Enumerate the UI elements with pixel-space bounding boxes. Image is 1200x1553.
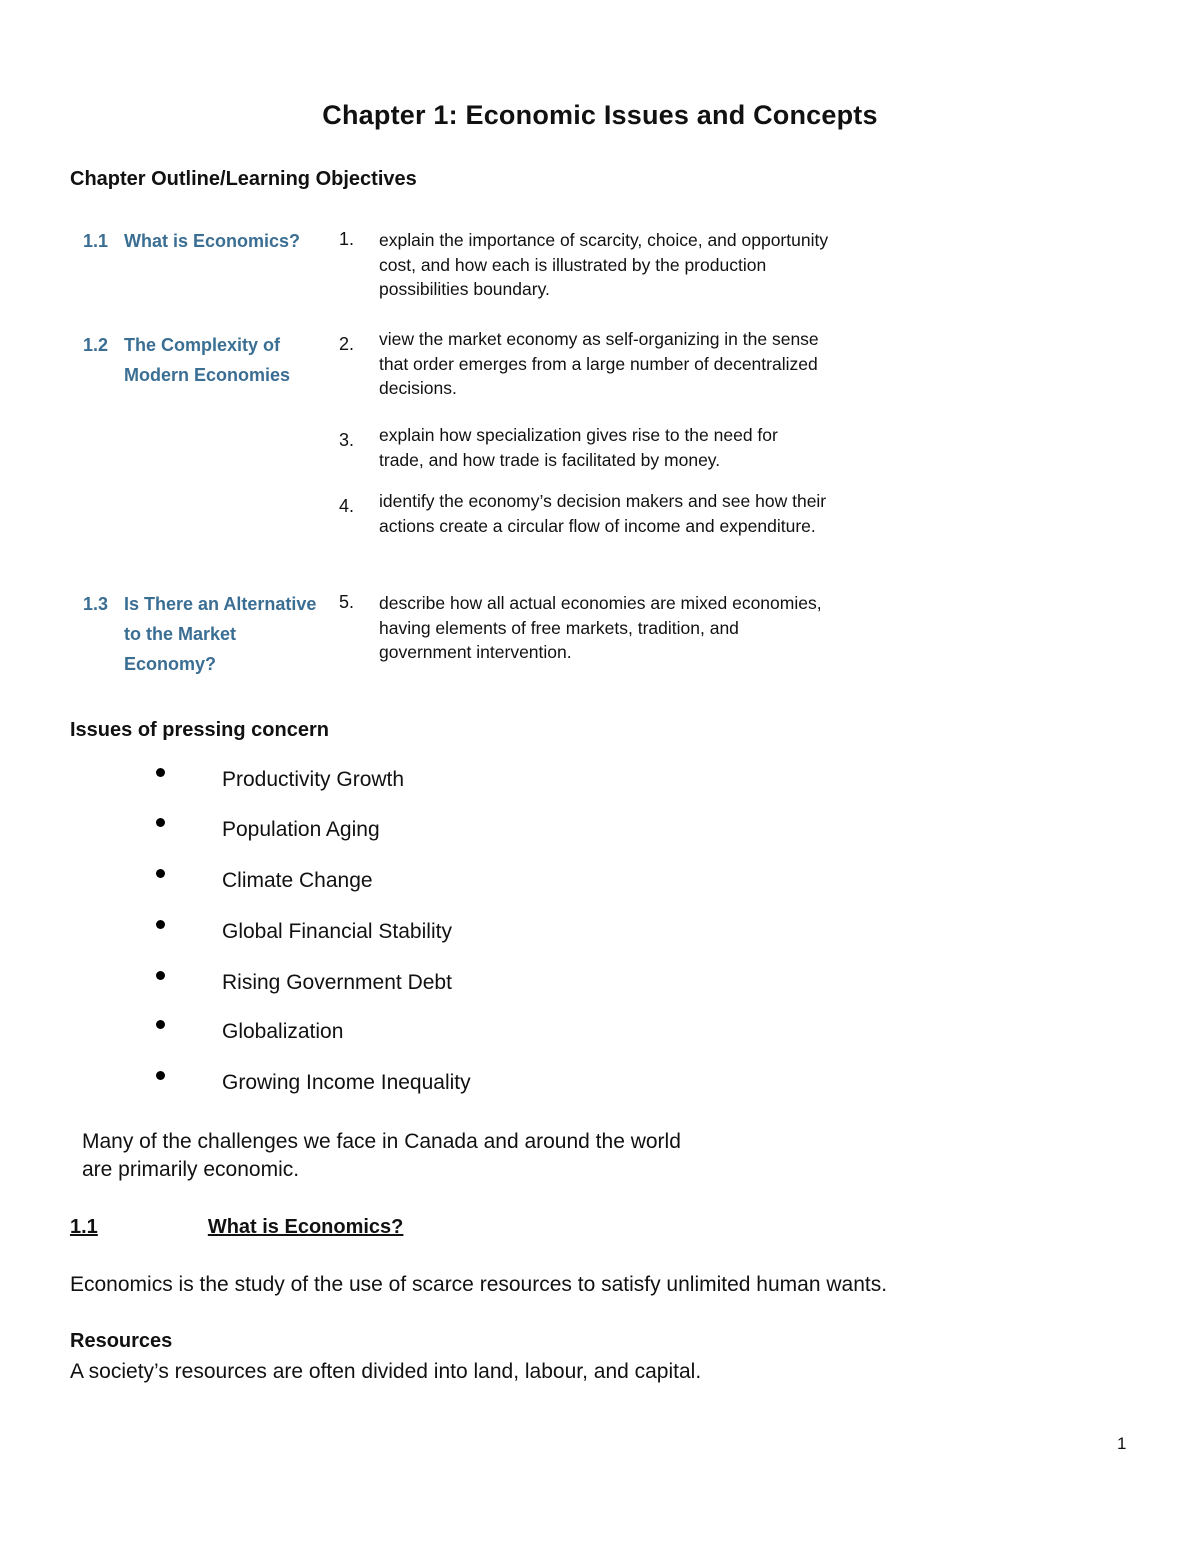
section-title: What is Economics?	[124, 231, 301, 251]
objective-line: decisions.	[379, 378, 457, 398]
objective-number: 4.	[339, 496, 355, 516]
objective-line: trade, and how trade is facilitated by money.	[379, 449, 721, 470]
outline-heading: Chapter Outline/Learning Objectives	[70, 168, 417, 190]
section-title-line-3: Economy?	[124, 654, 217, 674]
issue-item: Productivity Growth	[222, 768, 405, 791]
objective-line: that order emerges from a large number of decentralized	[379, 353, 818, 374]
objective-3	[379, 423, 879, 472]
objective-line: view the market economy as self-organizing in the sense	[379, 329, 819, 349]
economics-definition: Economics is the study of the use of scarce resources to satisfy unlimited human wants.	[70, 1273, 888, 1296]
objective-line: explain how specialization gives rise to the need for	[379, 425, 778, 445]
objective-line: actions create a circular flow of income and expenditure.	[379, 515, 816, 536]
outline-section-1-1	[83, 226, 323, 256]
page-title: Chapter 1: Economic Issues and Concepts	[322, 100, 878, 130]
issue-item: Growing Income Inequality	[222, 1071, 471, 1094]
objective-line: cost, and how each is illustrated by the production	[379, 254, 767, 275]
objective-line: having elements of free markets, tradition, and	[379, 617, 739, 638]
section-number: 1.3	[83, 594, 109, 614]
section-number: 1.2	[83, 335, 109, 355]
issue-item: Rising Government Debt	[222, 971, 452, 994]
resources-body: A society’s resources are often divided into land, labour, and capital.	[70, 1360, 702, 1383]
objective-line: possibilities boundary.	[379, 279, 550, 299]
section-title-line-2: Modern Economies	[124, 365, 291, 385]
section-number: 1.1	[83, 231, 109, 251]
section-title-line-1: The Complexity of	[124, 335, 281, 355]
resources-heading: Resources	[70, 1330, 173, 1352]
objective-line: government intervention.	[379, 642, 572, 662]
objective-line: describe how all actual economies are mixed economies,	[379, 593, 822, 613]
issue-item: Globalization	[222, 1020, 344, 1043]
issue-item: Climate Change	[222, 869, 373, 892]
bullet-icon	[156, 818, 165, 827]
section-title-line-2: to the Market	[124, 624, 237, 644]
objective-5	[379, 591, 879, 665]
bullet-icon	[156, 1020, 165, 1029]
issues-heading: Issues of pressing concern	[70, 719, 329, 741]
outline-section-1-2	[83, 330, 323, 390]
section-heading-number: 1.1	[70, 1216, 98, 1238]
objective-1	[379, 228, 879, 302]
objective-line: identify the economy’s decision makers and see how their	[379, 491, 827, 511]
objective-4	[379, 489, 879, 538]
objective-2	[379, 327, 879, 401]
bullet-icon	[156, 971, 165, 980]
outline-section-1-3	[83, 589, 333, 679]
objective-number: 1.	[339, 229, 355, 249]
objective-number: 5.	[339, 592, 355, 612]
challenges-paragraph	[82, 1128, 742, 1184]
bullet-icon	[156, 869, 165, 878]
issue-item: Global Financial Stability	[222, 920, 452, 943]
section-title-line-1: Is There an Alternative	[124, 594, 317, 614]
paragraph-line: are primarily economic.	[82, 1158, 300, 1181]
bullet-icon	[156, 1071, 165, 1080]
bullet-icon	[156, 768, 165, 777]
paragraph-line: Many of the challenges we face in Canada and around the world	[82, 1130, 681, 1153]
objective-line: explain the importance of scarcity, choice, and opportunity	[379, 230, 829, 250]
section-heading	[70, 1216, 403, 1239]
issue-item: Population Aging	[222, 818, 380, 841]
section-heading-title: What is Economics?	[207, 1216, 404, 1238]
objective-number: 2.	[339, 334, 355, 354]
objective-number: 3.	[339, 430, 355, 450]
page-number: 1	[1117, 1434, 1127, 1453]
bullet-icon	[156, 920, 165, 929]
